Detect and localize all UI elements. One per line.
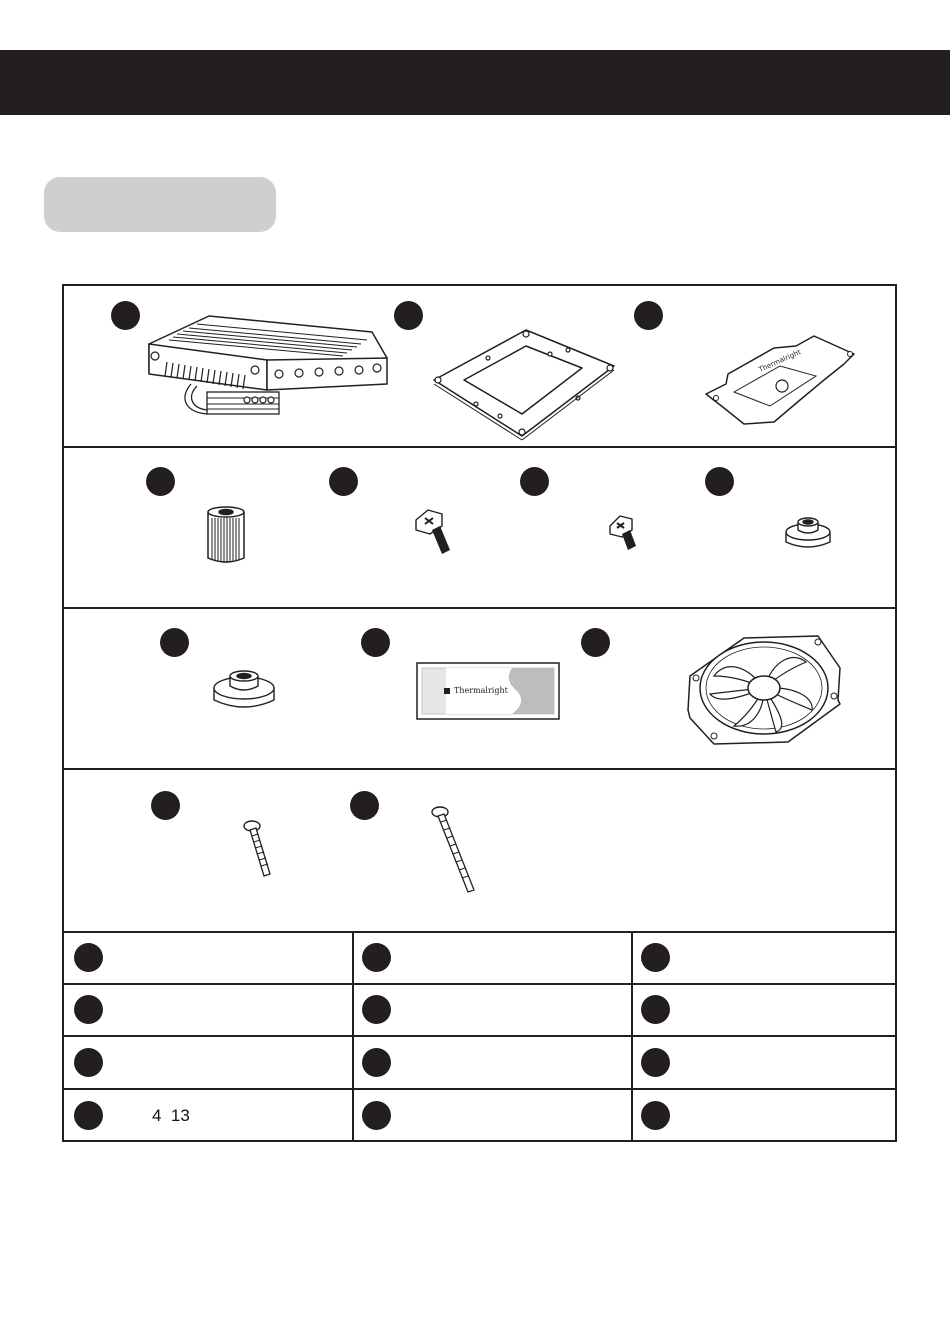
legend-badge (74, 1048, 103, 1077)
long-screw-icon (414, 508, 454, 558)
legend-badge (362, 1101, 391, 1130)
part-badge (361, 628, 390, 657)
legend-badge (641, 1101, 670, 1130)
part-badge (111, 301, 140, 330)
part-badge (394, 301, 423, 330)
column-divider (352, 931, 354, 1142)
short-screw-icon (608, 514, 638, 554)
legend-badge (641, 943, 670, 972)
legend-badge (641, 1048, 670, 1077)
row-divider (64, 1088, 895, 1090)
row-divider (64, 607, 895, 609)
fan-icon (684, 632, 844, 744)
part-badge (160, 628, 189, 657)
brand-logo (444, 688, 450, 694)
header-bar (0, 50, 950, 115)
small-washer-icon (784, 516, 832, 552)
column-divider (631, 931, 633, 1142)
legend-badge (362, 943, 391, 972)
large-washer-icon (212, 668, 276, 712)
svg-text:Thermalright: Thermalright (757, 348, 803, 374)
row-divider (64, 446, 895, 448)
legend-cell-text: 4 13 (152, 1106, 190, 1125)
legend-badge (74, 995, 103, 1024)
legend-badge (362, 995, 391, 1024)
row-divider (64, 1035, 895, 1037)
short-fan-screw-icon (242, 818, 276, 880)
legend-badge (74, 1101, 103, 1130)
legend-badge (74, 943, 103, 972)
part-badge (151, 791, 180, 820)
legend-badge (641, 995, 670, 1024)
parts-list-box (62, 284, 897, 1142)
section-title-pill (44, 177, 276, 232)
row-divider (64, 983, 895, 985)
part-badge (329, 467, 358, 496)
long-fan-screw-icon (430, 804, 478, 896)
part-badge (634, 301, 663, 330)
mounting-plate-icon (704, 330, 864, 430)
brand-text: Thermalright (454, 686, 508, 695)
part-badge (520, 467, 549, 496)
heatsink-icon (147, 312, 392, 432)
row-divider (64, 768, 895, 770)
part-badge (581, 628, 610, 657)
part-badge (146, 467, 175, 496)
backplate-bracket-icon (430, 324, 618, 442)
row-divider (64, 931, 895, 933)
legend-badge (362, 1048, 391, 1077)
part-badge (350, 791, 379, 820)
standoff-nut-icon (204, 504, 248, 568)
part-badge (705, 467, 734, 496)
thermal-paste-pack-icon (416, 662, 560, 720)
